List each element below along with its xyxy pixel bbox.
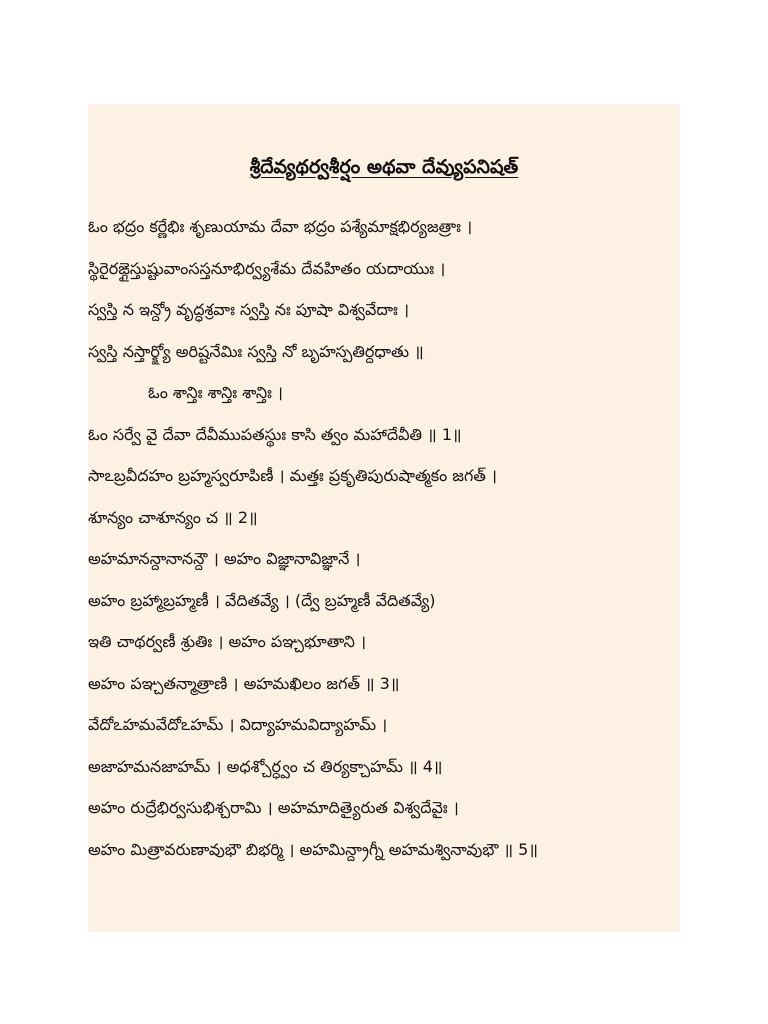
verse-line: అజాహమనజాహమ్ । అధశ్చోర్ధ్వం చ తిర్యక్చాహమ్ ॥ 4॥ [88, 756, 443, 776]
verse-line: స్థిరైరఙ్గైస్తుష్టువాంసస్తనూభిర్వ్యశేమ దేవహితం యదాయుః । [88, 258, 446, 278]
verse-line: శూన్యం చాశూన్యం చ ॥ 2॥ [88, 507, 258, 527]
verse-line: సాఽబ్రవీదహం బ్రహ్మస్వరూపిణీ । మత్తః ప్రకృతిపురుషాత్మకం జగత్ । [88, 466, 497, 485]
verse-line: అహం రుద్రేభిర్వసుభిశ్చరామి । అహమాదిత్యైరుత విశ్వదేవైః । [88, 798, 459, 817]
verse-line: వేదోఽహమవేదోఽహమ్ । విద్యాహమవిద్యాహమ్ । [88, 715, 388, 734]
verse-line: స్వస్తి న ఇన్ద్రో వృద్ధశ్రవాః స్వస్తి నః పూషా విశ్వవేదాః । [88, 300, 410, 319]
verse-line: అహమానన్దానానన్దౌ । అహం విజ్ఞానావిజ్ఞానే । [88, 549, 361, 568]
verse-line: స్వస్తి నస్తార్క్ష్యో అరిష్టనేమిః స్వస్తి నో బృహస్పతిర్దధాతు ॥ [88, 341, 424, 361]
verse-line: అహం మిత్రావరుణావుభౌ బిభర్మి । అహమిన్ద్రాగ్నీ అహమశ్వినావుభౌ ॥ 5॥ [88, 839, 538, 859]
verse-line: అహం పఞ్చతన్మాత్రాణి । అహమఖిలం జగత్ ॥ 3॥ [88, 673, 400, 693]
verse-list [88, 212, 680, 876]
document-page [88, 104, 680, 932]
verse-line-shanti: ఓం శాన్తిః శాన్తిః శాన్తిః । [148, 383, 283, 402]
verse-line: ఇతి చాథర్వణీ శ్రుతిః । అహం పఞ్చభూతాని । [88, 632, 367, 651]
document-title: శ్రీదేవ్యథర్వశీర్షం అథవా దేవ్యుపనిషత్ [249, 156, 519, 178]
verse-line: అహం బ్రహ్మాబ్రహ్మణీ । వేదితవ్యే । (ద్వే బ్రహ్మణీ వేదితవ్యే) [88, 590, 436, 610]
verse-line: ఓం భద్రం కర్ణేభిః శృణుయామ దేవా భద్రం పశ్యేమాక్షభిర్యజత్రాః । [88, 217, 473, 236]
verse-line: ఓం సర్వే వై దేవా దేవీముపతస్థుః కాసి త్వం మహాదేవీతి ॥ 1॥ [88, 424, 462, 444]
